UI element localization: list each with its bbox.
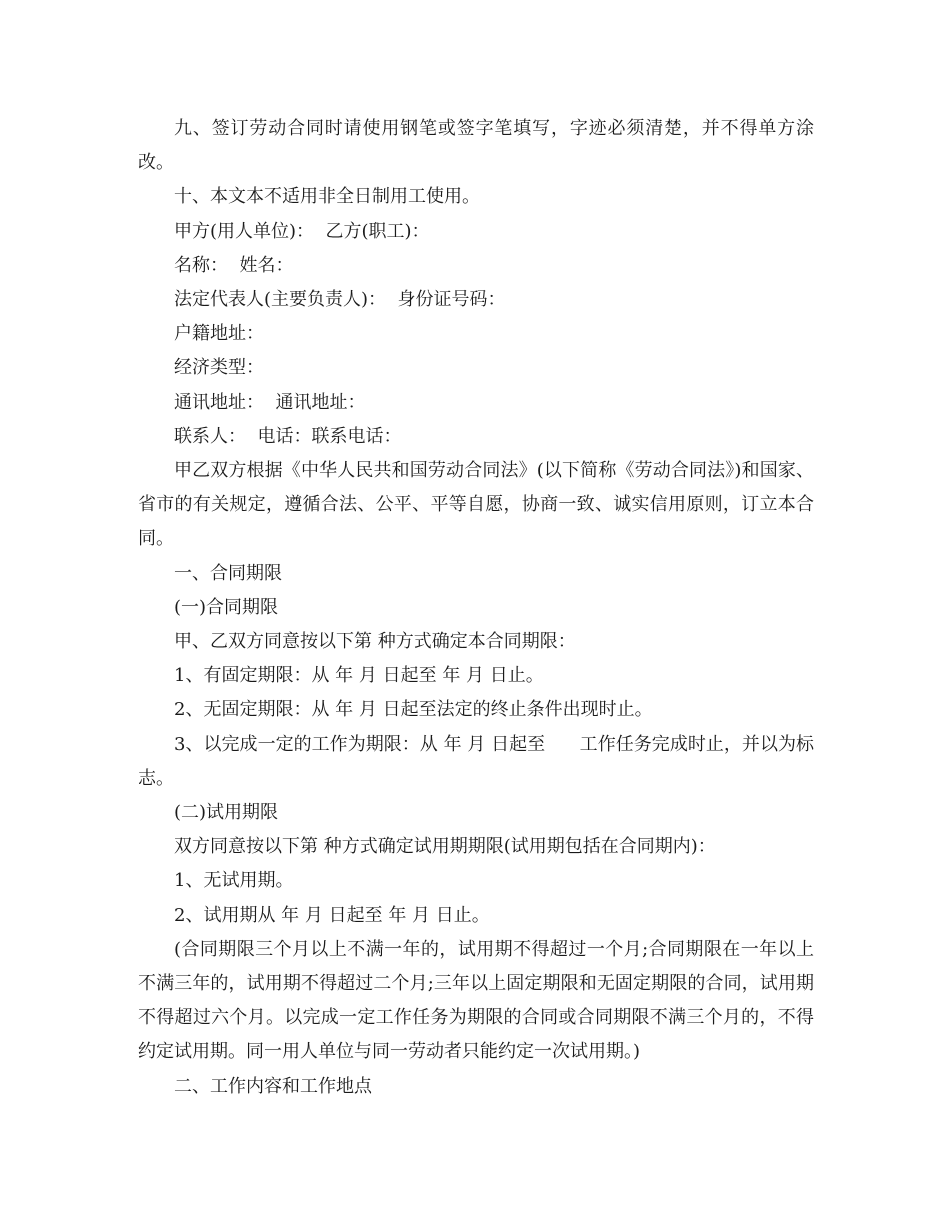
paragraph-item-10-scope: 十、本文本不适用非全日制用工使用。 [174, 186, 480, 208]
party-name-field: 名称： 姓名： [174, 254, 294, 276]
mailing-address-field: 通讯地址： 通讯地址： [174, 391, 366, 413]
party-header: 甲方(用人单位)： 乙方(职工)： [174, 220, 430, 242]
no-probation-option: 1、无试用期。 [174, 870, 294, 892]
term-method-clause: 甲、乙双方同意按以下第 种方式确定本合同期限： [174, 631, 576, 653]
open-term-option: 2、无固定期限：从 年 月 日起至法定的终止条件出现时止。 [174, 699, 653, 721]
document-body [138, 112, 814, 1104]
contract-preamble: 甲乙双方根据《中华人民共和国劳动合同法》(以下简称《劳动合同法》)和国家、省市的有关规定，遵循合法、公平、平等自愿，协商一致、诚实信用原则，订立本合同。 [138, 460, 814, 550]
household-address-field: 户籍地址： [174, 323, 264, 345]
paragraph-item-9-signing: 九、签订劳动合同时请使用钢笔或签字笔填写，字迹必须清楚，并不得单方涂改。 [138, 118, 814, 174]
task-term-option: 3、以完成一定的工作为期限：从 年 月 日起至 工作任务完成时止，并以为标志。 [138, 733, 814, 789]
subsection-heading-term: (一)合同期限 [174, 596, 279, 618]
probation-method-clause: 双方同意按以下第 种方式确定试用期期限(试用期包括在合同期内)： [174, 836, 716, 858]
section-heading-term: 一、合同期限 [174, 562, 282, 584]
probation-period-option: 2、试用期从 年 月 日起至 年 月 日止。 [174, 904, 490, 926]
legal-rep-field: 法定代表人(主要负责人)： 身份证号码： [174, 289, 506, 311]
fixed-term-option: 1、有固定期限：从 年 月 日起至 年 月 日止。 [174, 665, 544, 687]
subsection-heading-probation: (二)试用期限 [174, 802, 279, 824]
probation-note: (合同期限三个月以上不满一年的，试用期不得超过一个月;合同期限在一年以上不满三年的，试用期不得超过二个月;三年以上固定期限和无固定期限的合同，试用期不得超过六个月。以完成一定工作任务为期限的合同或合同期限不满三个月的，不得约定试用期。同一用人单位与同一劳动者只能约定一次试用期。) [138, 938, 814, 1063]
section-heading-work: 二、工作内容和工作地点 [174, 1075, 372, 1097]
contact-field: 联系人： 电话：联系电话： [174, 425, 402, 447]
economic-type-field: 经济类型： [174, 357, 264, 379]
